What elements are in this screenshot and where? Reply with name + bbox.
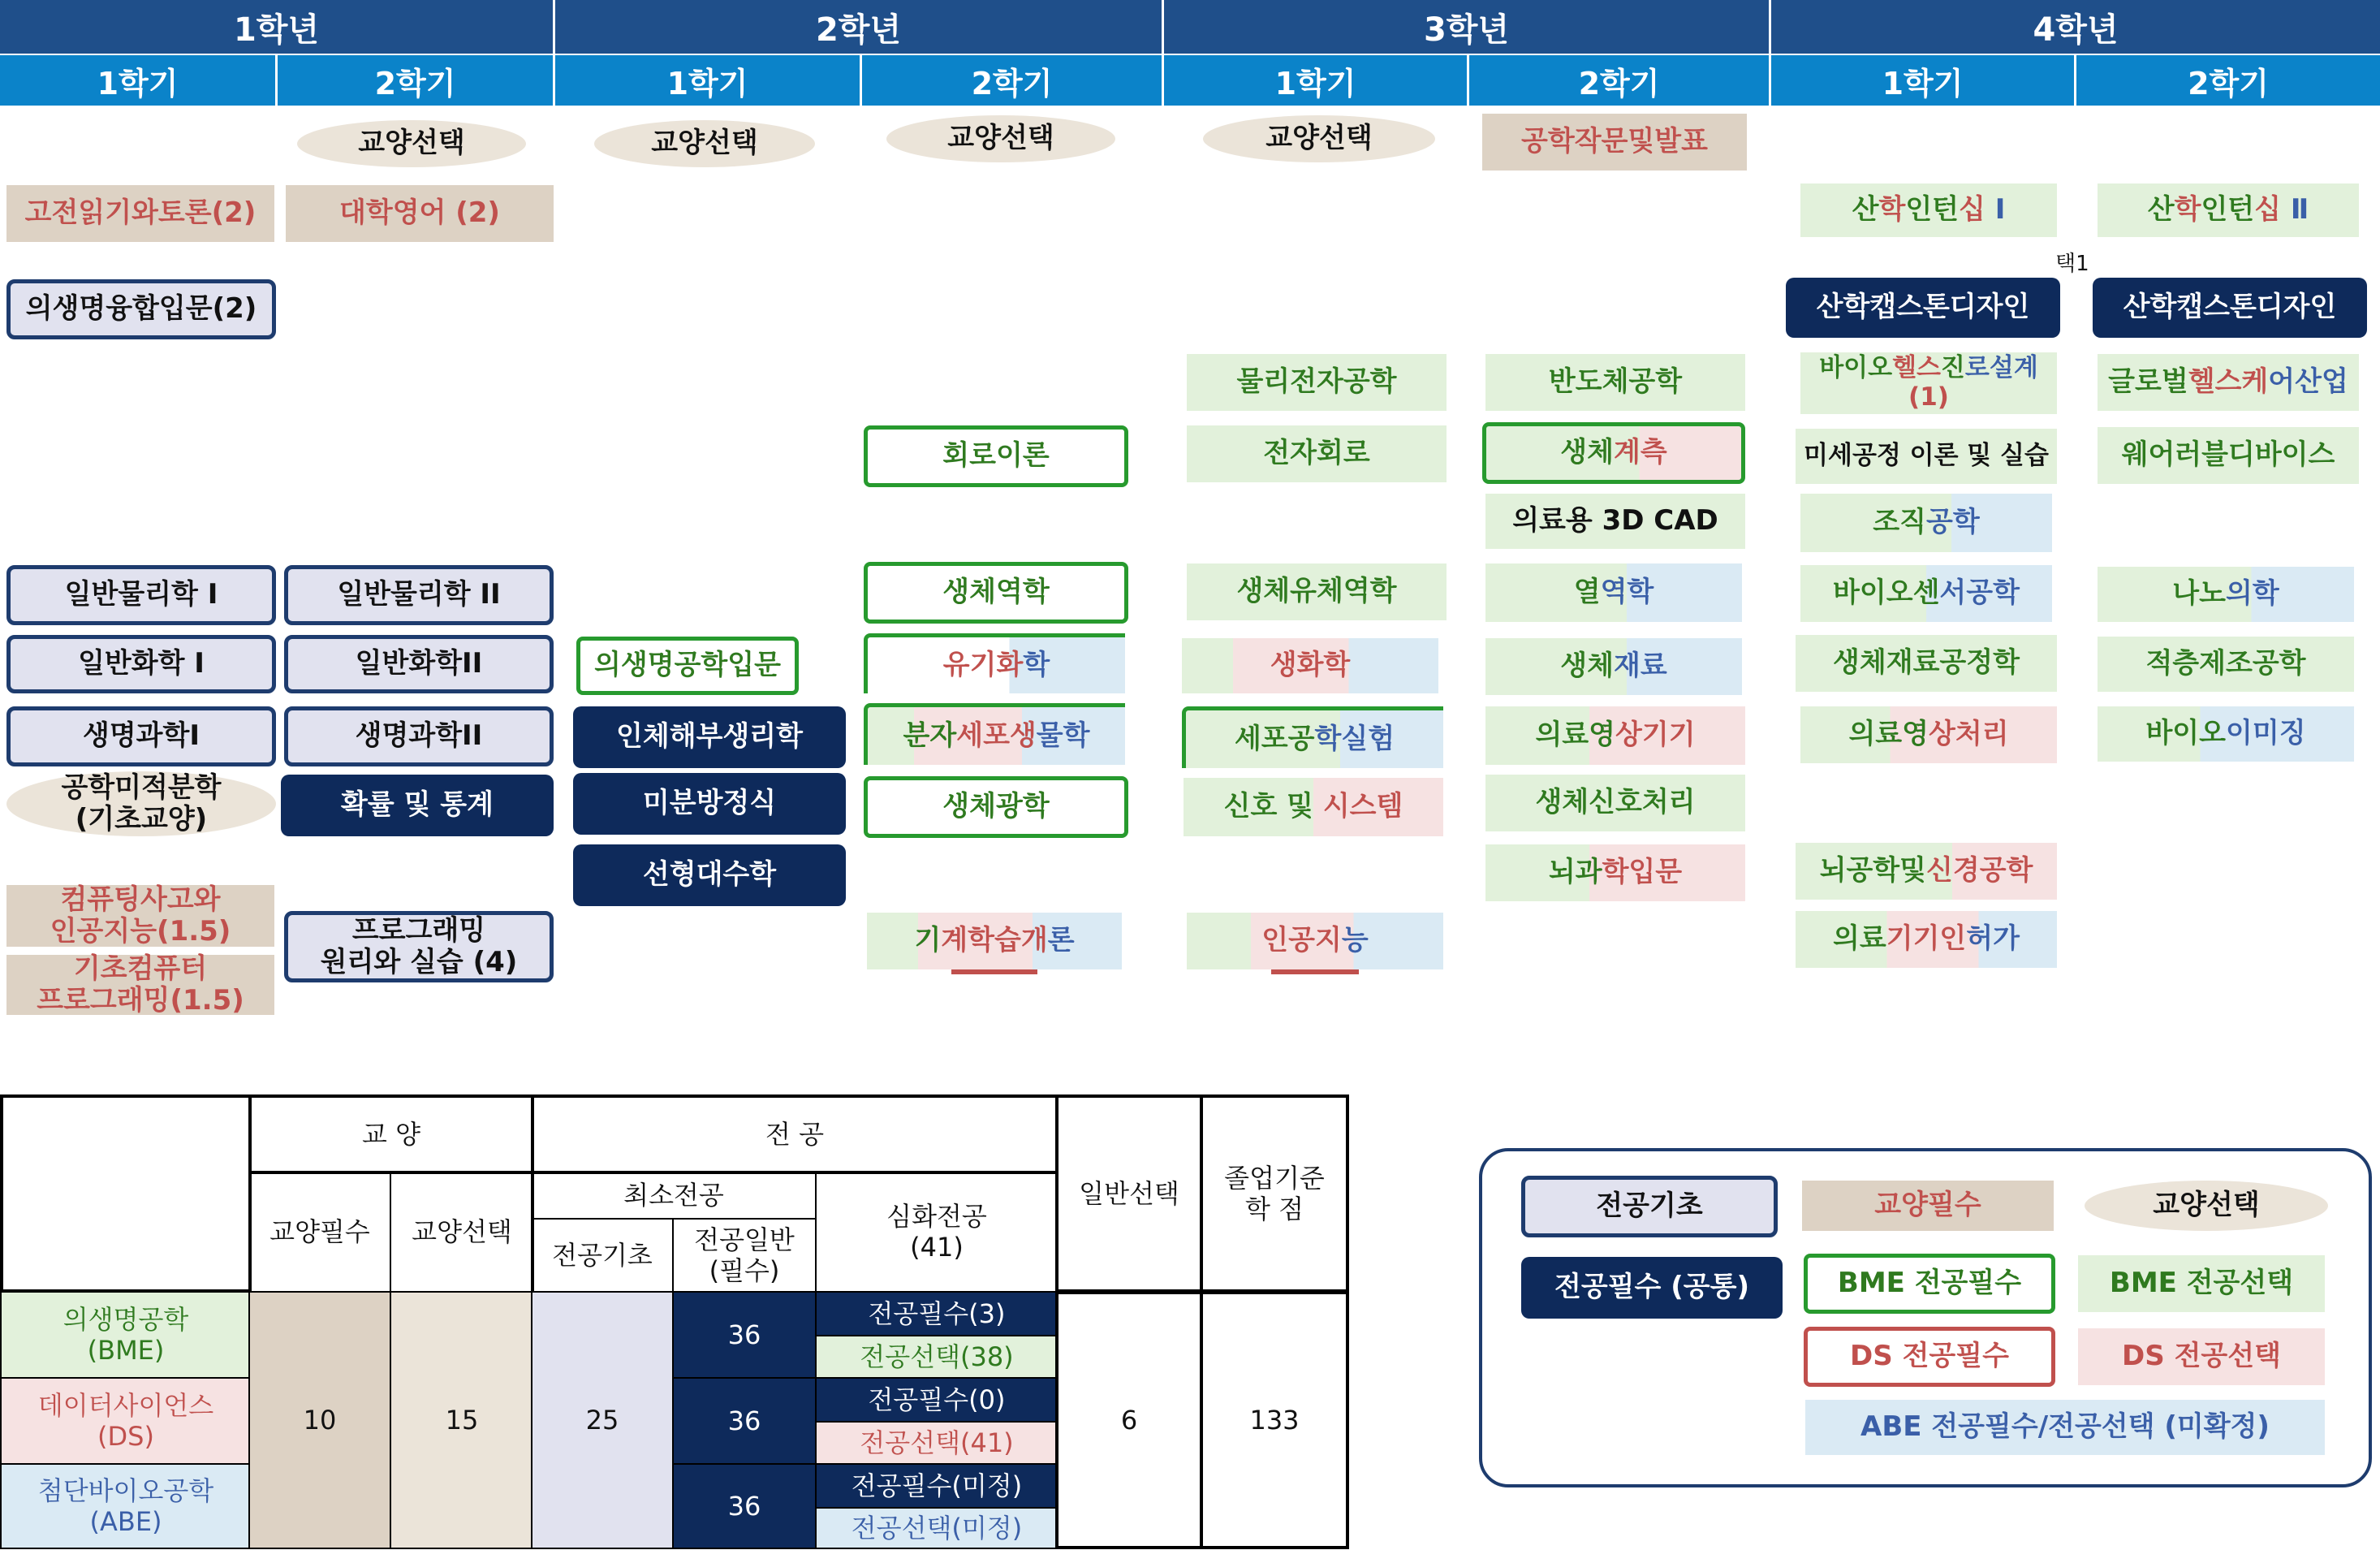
- chemistry-2: 일반화학II: [284, 635, 554, 693]
- semester-y1-1: 1학기: [0, 55, 278, 106]
- signals-systems: 신호 및 시스템: [1184, 778, 1443, 836]
- eng-calculus: 공학미적분학 (기초교양): [6, 771, 276, 836]
- chemistry-1: 일반화학 I: [6, 635, 276, 693]
- microprocess: 미세공정 이론 및 실습: [1796, 429, 2057, 484]
- biomaterial-process: 생체재료공정학: [1796, 635, 2057, 692]
- table-gen-major: 전공일반 (필수): [672, 1218, 817, 1293]
- univ-english: 대학영어 (2): [286, 185, 554, 242]
- bio-measurement: 생체 계측: [1482, 422, 1745, 484]
- semester-y2-2: 2학기: [862, 55, 1164, 106]
- biology-1: 생명과학I: [6, 706, 276, 766]
- biosensor: 바이오센 서공학: [1800, 565, 2052, 622]
- semester-y4-1: 1학기: [1771, 55, 2076, 106]
- year-4-header: 4학년: [1771, 0, 2380, 54]
- machine-learning: 기 계학습개 론: [867, 913, 1122, 969]
- global-healthcare: 글로벌 헬스케 어산업: [2098, 354, 2359, 411]
- legend-bme-req: BME 전공필수: [1804, 1254, 2055, 1314]
- biomed-intro: 의생명융합입문(2): [6, 279, 276, 339]
- table-bme-elec: 전공선택(38): [815, 1335, 1058, 1379]
- programming-practice: 프로그래밍 원리와 실습 (4): [284, 911, 554, 982]
- prob-stat: 확률 및 통계: [281, 775, 554, 836]
- semiconductor: 반도체공학: [1485, 354, 1745, 411]
- medical-cad: 의료용 3D CAD: [1485, 494, 1745, 549]
- physics-2: 일반물리학 II: [284, 565, 554, 625]
- table-adv-major: 심화전공 (41): [815, 1171, 1058, 1293]
- semester-y4-2: 2학기: [2076, 55, 2380, 106]
- year-2-header: 2학년: [555, 0, 1164, 54]
- circuit-theory: 회로이론: [864, 425, 1128, 487]
- table-ds-req: 전공필수(0): [815, 1377, 1058, 1423]
- legend-gen-req: 교양필수: [1802, 1181, 2054, 1231]
- table-row-abe: 첨단바이오공학 (ABE): [0, 1463, 252, 1549]
- cell-eng-lab: 세포공 학실험: [1182, 706, 1443, 768]
- choose-one-mark: 택1: [2055, 252, 2089, 276]
- table-val-bme-gen: 36: [672, 1291, 817, 1379]
- physics-electronics: 물리전자공학: [1187, 354, 1447, 411]
- table-val-free: 6: [1055, 1291, 1203, 1549]
- legend-basic: 전공기초: [1521, 1176, 1778, 1237]
- intern-1: 산 학 인턴 십 Ⅰ: [1800, 183, 2057, 237]
- legend-common-req: 전공필수 (공통): [1521, 1257, 1783, 1319]
- bioimaging: 바이오 이미징: [2098, 706, 2354, 762]
- legend-ds-elec: DS 전공선택: [2078, 1328, 2325, 1385]
- table-gen-elec: 교양선택: [390, 1171, 534, 1293]
- table-gen-header: 교 양: [248, 1094, 534, 1174]
- electronic-circuit: 전자회로: [1187, 425, 1447, 482]
- table-val-ds-gen: 36: [672, 1377, 817, 1465]
- semester-y3-2: 2학기: [1469, 55, 1771, 106]
- table-gen-req: 교양필수: [248, 1171, 391, 1293]
- table-row-bme: 의생명공학 (BME): [0, 1291, 252, 1379]
- organic-chem: 유기 화 학: [864, 633, 1125, 693]
- intern-2: 산 학 인턴 십 Ⅱ: [2098, 183, 2359, 237]
- biomaterial: 생체 재료: [1485, 638, 1742, 695]
- table-corner: [0, 1094, 252, 1293]
- gen-elective-y2s2: 교양선택: [886, 115, 1115, 162]
- semester-y1-2: 2학기: [278, 55, 555, 106]
- year-1-header: 1학년: [0, 0, 555, 54]
- gen-elective-y2s1: 교양선택: [594, 120, 815, 167]
- gen-elective-y1s2: 교양선택: [297, 120, 526, 167]
- table-basic: 전공기초: [531, 1218, 674, 1293]
- ml-ds-bar: [951, 969, 1037, 974]
- semester-y3-1: 1학기: [1164, 55, 1469, 106]
- biohealth-career: 바이오헬스진로설계 (1): [1800, 352, 2057, 414]
- computing-ai: 컴퓨팅사고와 인공지능(1.5): [6, 885, 274, 947]
- eng-writing: 공학작문및발표: [1482, 114, 1747, 171]
- biomed-eng-intro: 의생명공학입문: [576, 637, 799, 695]
- wearable: 웨어러블디바이스: [2098, 427, 2359, 484]
- image-processing: 의료영 상처리: [1800, 706, 2057, 763]
- semester-y2-1: 1학기: [555, 55, 862, 106]
- table-grad-header: 졸업기준 학 점: [1200, 1094, 1349, 1293]
- nanomedicine: 나노 의학: [2098, 567, 2354, 622]
- legend-gen-elec: 교양선택: [2085, 1181, 2328, 1231]
- physics-1: 일반물리학 I: [6, 565, 276, 625]
- biology-2: 생명과학II: [284, 706, 554, 766]
- table-val-abe-gen: 36: [672, 1463, 817, 1549]
- table-val-gen-req: 10: [248, 1291, 391, 1549]
- neuro-eng: 뇌공학및 신경공학: [1796, 843, 2057, 900]
- table-min-major: 최소전공: [531, 1171, 817, 1220]
- legend-abe: ABE 전공필수/전공선택 (미확정): [1805, 1400, 2325, 1455]
- table-row-ds: 데이터사이언스 (DS): [0, 1377, 252, 1465]
- ai-ds-bar: [1271, 969, 1359, 974]
- table-abe-req: 전공필수(미정): [815, 1463, 1058, 1509]
- imaging-device: 의료영 상기기: [1485, 706, 1745, 765]
- table-bme-req: 전공필수(3): [815, 1291, 1058, 1336]
- basic-programming: 기초컴퓨터 프로그래밍(1.5): [6, 955, 274, 1015]
- bio-photonics: 생체광학: [864, 776, 1128, 838]
- additive-mfg: 적층제조공학: [2098, 637, 2354, 692]
- capstone-2: 산학캡스톤디자인: [2093, 278, 2367, 338]
- device-approval: 의료 기기인 허가: [1796, 911, 2057, 968]
- table-val-grad: 133: [1200, 1291, 1349, 1549]
- table-major-header: 전 공: [531, 1094, 1058, 1174]
- biomechanics: 생체역학: [864, 562, 1128, 624]
- artificial-intelligence: 인공지 능: [1187, 913, 1443, 969]
- legend-ds-req: DS 전공필수: [1804, 1327, 2055, 1387]
- classics: 고전읽기와토론(2): [6, 185, 274, 242]
- diff-eq: 미분방정식: [573, 773, 846, 835]
- linear-algebra: 선형대수학: [573, 844, 846, 906]
- capstone-1: 산학캡스톤디자인: [1786, 278, 2060, 338]
- table-val-gen-elec: 15: [390, 1291, 534, 1549]
- table-val-basic: 25: [531, 1291, 674, 1549]
- thermodynamics: 열 역학: [1485, 563, 1742, 622]
- tissue-eng: 조직 공학: [1800, 494, 2052, 552]
- gen-elective-y3s1: 교양선택: [1203, 115, 1435, 162]
- biochemistry: 생화학: [1182, 638, 1438, 693]
- table-abe-elec: 전공선택(미정): [815, 1507, 1058, 1549]
- bio-signal: 생체신호처리: [1485, 775, 1745, 831]
- table-free-header: 일반선택: [1055, 1094, 1203, 1293]
- table-ds-elec: 전공선택(41): [815, 1421, 1058, 1465]
- biofluid: 생체유체역학: [1187, 563, 1447, 620]
- molecular-cell-bio: 분자 세포생 물학: [864, 703, 1125, 765]
- neuro-intro: 뇌과 학입문: [1485, 844, 1745, 901]
- legend-bme-elec: BME 전공선택: [2078, 1255, 2325, 1312]
- year-3-header: 3학년: [1164, 0, 1771, 54]
- anatomy-physiology: 인체해부생리학: [573, 706, 846, 768]
